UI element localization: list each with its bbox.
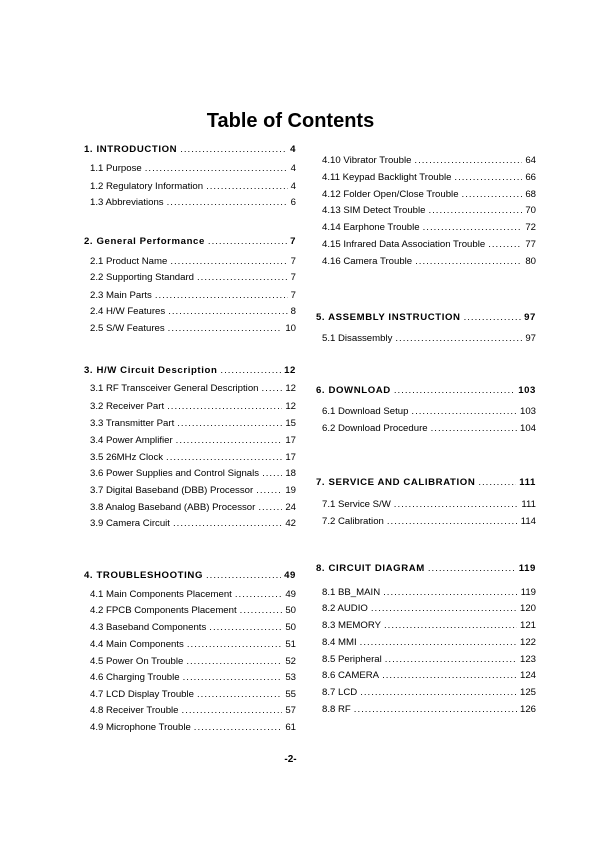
dot-leader	[371, 603, 517, 615]
toc-entry-label: 8. CIRCUIT DIAGRAM	[316, 563, 425, 574]
toc-entry-label: 4.1 Main Components Placement	[90, 589, 232, 600]
dot-leader	[167, 197, 288, 209]
toc-entry-label: 4.4 Main Components	[90, 639, 184, 650]
dot-leader	[197, 689, 282, 701]
toc-entry[interactable]	[84, 306, 296, 318]
toc-entry-page: 6	[290, 197, 296, 208]
toc-entry-label: 7.1 Service S/W	[322, 499, 391, 510]
toc-entry-label: 3.7 Digital Baseband (DBB) Processor	[90, 485, 254, 496]
toc-entry[interactable]	[316, 172, 536, 184]
toc-entry-page: 7	[290, 236, 296, 247]
toc-entry-label: 4.12 Folder Open/Close Trouble	[322, 189, 459, 200]
page-title: Table of Contents	[206, 110, 375, 132]
toc-section-entry[interactable]	[316, 312, 536, 324]
toc-entry-page: 68	[525, 189, 536, 200]
toc-entry-label: 4.3 Baseband Components	[90, 622, 207, 633]
toc-entry[interactable]	[84, 672, 296, 684]
toc-entry-label: 2.4 H/W Features	[90, 306, 166, 317]
toc-entry[interactable]	[84, 518, 296, 530]
toc-entry-label: 8.4 MMI	[322, 637, 357, 648]
dot-leader	[194, 722, 283, 734]
toc-entry[interactable]	[84, 401, 296, 413]
toc-entry[interactable]	[84, 656, 296, 668]
toc-entry-page: 103	[518, 385, 536, 396]
toc-entry-page: 64	[525, 155, 536, 166]
toc-entry-page: 49	[285, 589, 296, 600]
toc-entry-label: 4.5 Power On Trouble	[90, 656, 184, 667]
dot-leader	[384, 620, 517, 632]
toc-entry-page: 80	[525, 256, 536, 267]
dot-leader	[170, 256, 287, 268]
dot-leader	[197, 272, 288, 284]
toc-entry-page: 10	[285, 323, 296, 334]
dot-leader	[387, 516, 518, 528]
dot-leader	[183, 672, 283, 684]
toc-entry-label: 5. ASSEMBLY INSTRUCTION	[316, 312, 461, 323]
toc-entry-page: 4	[290, 181, 296, 192]
toc-entry-label: 8.1 BB_MAIN	[322, 587, 381, 598]
dot-leader	[415, 256, 522, 268]
toc-entry-label: 4.9 Microphone Trouble	[90, 722, 191, 733]
toc-entry-label: 6.2 Download Procedure	[322, 423, 428, 434]
dot-leader	[382, 670, 517, 682]
dot-leader	[206, 570, 281, 582]
dot-leader	[464, 312, 522, 324]
dot-leader	[206, 181, 288, 193]
toc-entry-page: 42	[285, 518, 296, 529]
toc-entry[interactable]	[316, 423, 536, 435]
dot-leader	[256, 485, 282, 497]
toc-entry[interactable]	[316, 406, 536, 418]
page-number: -2-	[284, 754, 297, 765]
toc-entry-page: 104	[519, 423, 536, 434]
toc-entry-page: 7	[290, 290, 296, 301]
toc-entry-label: 2.1 Product Name	[90, 256, 168, 267]
dot-leader	[385, 654, 517, 666]
toc-entry-label: 3.6 Power Supplies and Control Signals	[90, 468, 260, 479]
toc-entry[interactable]	[84, 290, 296, 302]
dot-leader	[423, 222, 523, 234]
toc-entry[interactable]	[84, 181, 296, 193]
toc-entry[interactable]	[316, 670, 536, 682]
dot-leader	[155, 290, 288, 302]
dot-leader	[180, 144, 287, 156]
toc-entry[interactable]	[316, 222, 536, 234]
toc-entry-page: 24	[285, 502, 296, 513]
toc-section-entry[interactable]	[316, 477, 536, 489]
toc-entry-label: 8.3 MEMORY	[322, 620, 382, 631]
dot-leader	[182, 705, 283, 717]
toc-entry-label: 4. TROUBLESHOOTING	[84, 570, 204, 581]
toc-entry-page: 55	[285, 689, 296, 700]
toc-entry-page: 12	[285, 401, 296, 412]
toc-entry[interactable]	[84, 323, 296, 335]
toc-entry-page: 17	[285, 452, 296, 463]
toc-entry-page: 125	[519, 687, 536, 698]
toc-entry[interactable]	[316, 637, 536, 649]
dot-leader	[428, 563, 516, 575]
toc-entry[interactable]	[316, 687, 536, 699]
toc-entry[interactable]	[316, 155, 536, 167]
dot-leader	[478, 477, 516, 489]
toc-entry[interactable]	[84, 418, 296, 430]
toc-section-entry[interactable]	[316, 563, 536, 575]
dot-leader	[488, 239, 522, 251]
toc-entry-page: 7	[290, 272, 296, 283]
toc-entry-page: 111	[521, 499, 536, 510]
dot-leader	[168, 323, 283, 335]
toc-entry[interactable]	[84, 452, 296, 464]
toc-entry-label: 6.1 Download Setup	[322, 406, 409, 417]
toc-entry-page: 120	[519, 603, 536, 614]
dot-leader	[394, 499, 519, 511]
toc-entry-page: 53	[285, 672, 296, 683]
toc-entry[interactable]	[84, 163, 296, 175]
toc-entry-page: 103	[519, 406, 536, 417]
toc-entry-page: 4	[290, 144, 296, 155]
toc-entry-label: 3.9 Camera Circuit	[90, 518, 170, 529]
dot-leader	[395, 333, 522, 345]
dot-leader	[383, 587, 518, 599]
dot-leader	[166, 452, 282, 464]
toc-entry-page: 72	[525, 222, 536, 233]
dot-leader	[177, 418, 282, 430]
toc-entry-label: 7.2 Calibration	[322, 516, 384, 527]
toc-entry-page: 49	[284, 570, 296, 581]
dot-leader	[411, 406, 517, 418]
toc-entry-page: 66	[525, 172, 536, 183]
dot-leader	[186, 656, 282, 668]
dot-leader	[462, 189, 523, 201]
dot-leader	[168, 306, 287, 318]
toc-entry[interactable]	[84, 689, 296, 701]
dot-leader	[145, 163, 288, 175]
toc-entry-page: 15	[285, 418, 296, 429]
toc-section-entry[interactable]	[84, 365, 296, 377]
toc-entry[interactable]	[84, 639, 296, 651]
toc-entry-page: 12	[285, 383, 296, 394]
toc-section-entry[interactable]	[84, 144, 296, 156]
dot-leader	[209, 622, 282, 634]
toc-entry-label: 1.2 Regulatory Information	[90, 181, 204, 192]
toc-entry[interactable]	[316, 189, 536, 201]
dot-leader	[220, 365, 281, 377]
toc-entry[interactable]	[84, 622, 296, 634]
toc-entry-page: 126	[519, 704, 536, 715]
dot-leader	[428, 205, 522, 217]
toc-entry-page: 19	[285, 485, 296, 496]
toc-entry-label: 6. DOWNLOAD	[316, 385, 391, 396]
dot-leader	[235, 589, 282, 601]
toc-entry-page: 17	[285, 435, 296, 446]
toc-entry[interactable]	[84, 722, 296, 734]
dot-leader	[431, 423, 517, 435]
toc-entry-label: 4.16 Camera Trouble	[322, 256, 413, 267]
toc-entry-page: 77	[525, 239, 536, 250]
toc-entry-page: 8	[290, 306, 296, 317]
toc-entry-page: 51	[285, 639, 296, 650]
dot-leader	[167, 401, 282, 413]
toc-entry[interactable]	[316, 239, 536, 251]
toc-entry[interactable]	[316, 587, 536, 599]
toc-entry-page: 119	[518, 563, 536, 574]
toc-entry-label: 2.5 S/W Features	[90, 323, 165, 334]
dot-leader	[240, 605, 283, 617]
toc-entry-label: 3.4 Power Amplifier	[90, 435, 173, 446]
toc-entry-label: 8.6 CAMERA	[322, 670, 380, 681]
toc-entry[interactable]	[84, 705, 296, 717]
toc-entry[interactable]	[84, 197, 296, 209]
toc-entry-label: 4.2 FPCB Components Placement	[90, 605, 237, 616]
toc-entry-page: 97	[525, 333, 536, 344]
toc-entry-page: 70	[525, 205, 536, 216]
toc-entry-label: 7. SERVICE AND CALIBRATION	[316, 477, 476, 488]
toc-entry[interactable]	[316, 704, 536, 716]
toc-entry-label: 4.13 SIM Detect Trouble	[322, 205, 426, 216]
dot-leader	[414, 155, 522, 167]
toc-entry-label: 2. General Performance	[84, 236, 205, 247]
toc-entry-page: 7	[290, 256, 296, 267]
toc-entry-label: 4.8 Receiver Trouble	[90, 705, 179, 716]
toc-entry-label: 1.3 Abbreviations	[90, 197, 164, 208]
toc-entry-page: 114	[520, 516, 536, 527]
toc-entry[interactable]	[84, 468, 296, 480]
toc-entry-page: 124	[519, 670, 536, 681]
toc-entry[interactable]	[316, 499, 536, 511]
toc-entry[interactable]	[316, 205, 536, 217]
toc-entry-label: 3.8 Analog Baseband (ABB) Processor	[90, 502, 256, 513]
toc-entry[interactable]	[316, 654, 536, 666]
toc-entry-label: 8.5 Peripheral	[322, 654, 382, 665]
toc-entry-label: 3. H/W Circuit Description	[84, 365, 218, 376]
toc-entry-label: 4.10 Vibrator Trouble	[322, 155, 412, 166]
toc-entry[interactable]	[84, 435, 296, 447]
toc-entry-label: 1. INTRODUCTION	[84, 144, 178, 155]
toc-entry-label: 4.15 Infrared Data Association Trouble	[322, 239, 486, 250]
toc-entry-label: 8.7 LCD	[322, 687, 358, 698]
toc-entry-label: 2.2 Supporting Standard	[90, 272, 195, 283]
toc-entry-label: 2.3 Main Parts	[90, 290, 152, 301]
toc-entry[interactable]	[316, 256, 536, 268]
toc-entry-page: 111	[519, 477, 536, 488]
toc-entry-label: 4.7 LCD Display Trouble	[90, 689, 194, 700]
dot-leader	[173, 518, 282, 530]
toc-section-entry[interactable]	[84, 570, 296, 582]
toc-entry-label: 4.14 Earphone Trouble	[322, 222, 420, 233]
dot-leader	[394, 385, 515, 397]
dot-leader	[258, 502, 282, 514]
toc-entry-page: 50	[285, 605, 296, 616]
toc-entry[interactable]	[84, 502, 296, 514]
toc-entry-label: 3.2 Receiver Part	[90, 401, 165, 412]
toc-entry-page: 12	[284, 365, 296, 376]
toc-entry-label: 3.3 Transmitter Part	[90, 418, 175, 429]
dot-leader	[176, 435, 283, 447]
dot-leader	[208, 236, 287, 248]
toc-section-entry[interactable]	[316, 385, 536, 397]
dot-leader	[454, 172, 522, 184]
toc-entry[interactable]	[316, 333, 536, 345]
toc-entry-label: 5.1 Disassembly	[322, 333, 393, 344]
toc-entry[interactable]	[84, 383, 296, 395]
toc-entry-page: 119	[520, 587, 536, 598]
toc-entry[interactable]	[84, 485, 296, 497]
dot-leader	[360, 637, 517, 649]
dot-leader	[262, 468, 282, 480]
toc-entry-label: 3.1 RF Transceiver General Description	[90, 383, 259, 394]
toc-entry-page: 121	[519, 620, 536, 631]
toc-entry-page: 52	[285, 656, 296, 667]
toc-entry[interactable]	[84, 589, 296, 601]
toc-entry-page: 18	[285, 468, 296, 479]
toc-entry[interactable]	[84, 256, 296, 268]
dot-leader	[354, 704, 517, 716]
toc-entry[interactable]	[84, 605, 296, 617]
toc-entry-page: 61	[285, 722, 296, 733]
toc-entry-page: 97	[524, 312, 536, 323]
toc-entry[interactable]	[316, 620, 536, 632]
toc-entry-page: 57	[285, 705, 296, 716]
toc-entry[interactable]	[316, 603, 536, 615]
toc-section-entry[interactable]	[84, 236, 296, 248]
toc-entry[interactable]	[84, 272, 296, 284]
dot-leader	[187, 639, 282, 651]
toc-entry-page: 50	[285, 622, 296, 633]
toc-entry-label: 1.1 Purpose	[90, 163, 142, 174]
toc-entry-label: 3.5 26MHz Clock	[90, 452, 164, 463]
toc-entry-label: 8.8 RF	[322, 704, 351, 715]
toc-entry-label: 4.6 Charging Trouble	[90, 672, 180, 683]
toc-entry-label: 4.11 Keypad Backlight Trouble	[322, 172, 452, 183]
toc-entry-page: 4	[290, 163, 296, 174]
toc-entry-page: 123	[519, 654, 536, 665]
toc-entry-label: 8.2 AUDIO	[322, 603, 368, 614]
dot-leader	[262, 383, 283, 395]
dot-leader	[360, 687, 517, 699]
toc-entry-page: 122	[519, 637, 536, 648]
toc-entry[interactable]	[316, 516, 536, 528]
